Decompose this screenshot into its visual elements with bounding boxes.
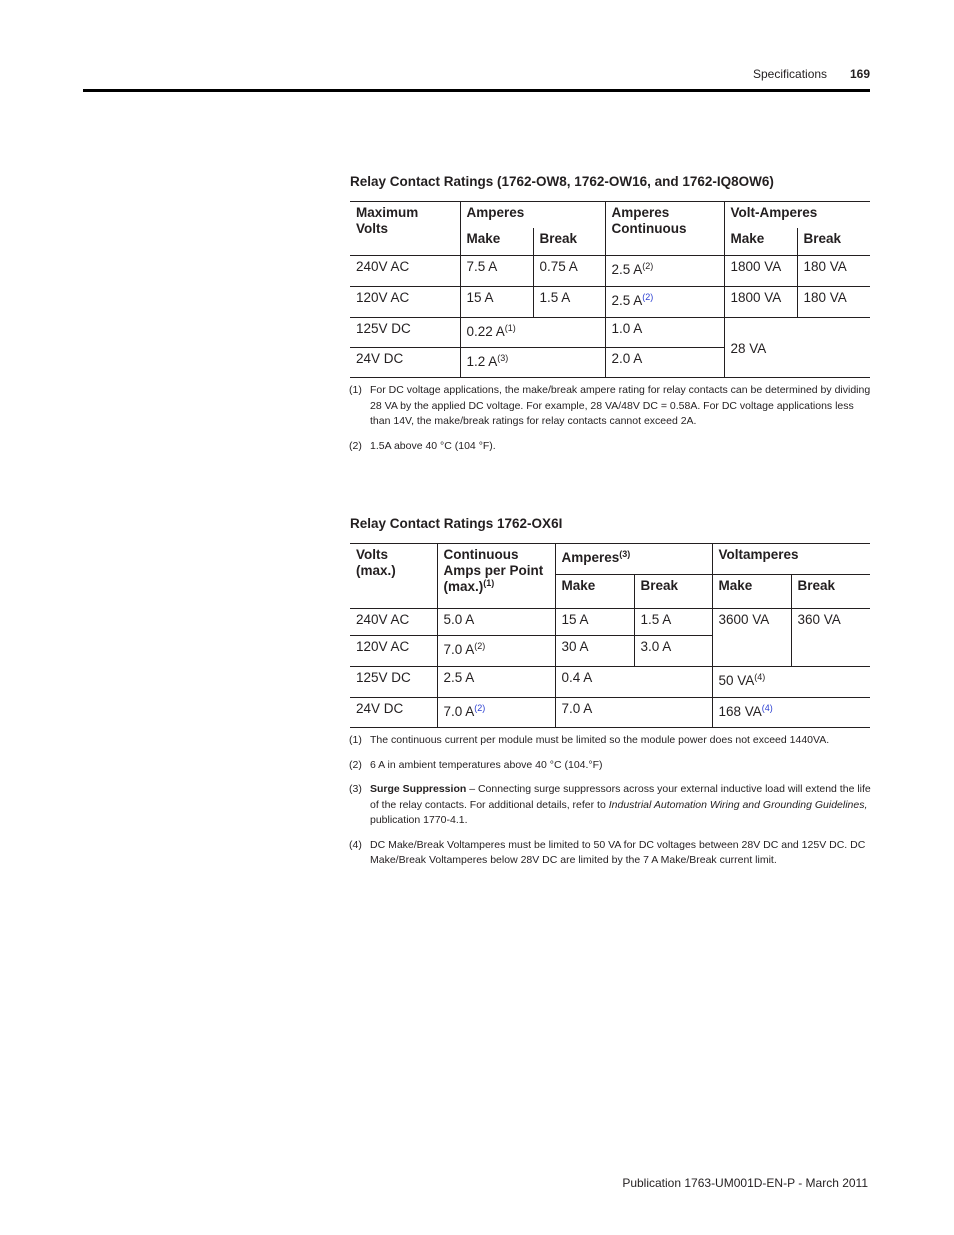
cell-make: 30 A bbox=[555, 636, 634, 667]
col-header-va-make: Make bbox=[724, 228, 797, 256]
cell-break: 0.75 A bbox=[533, 256, 605, 287]
footnote-ref: (1) bbox=[483, 578, 495, 588]
cell-volts: 125V DC bbox=[350, 318, 460, 348]
col-header-max-volts: Maximum Volts bbox=[350, 202, 460, 256]
col-header-make: Make bbox=[555, 575, 634, 609]
cell-voltamperes: 168 VA$^{(4)}$ bbox=[712, 698, 870, 728]
cell-amperes: 1.2 $A^{(3)}$ bbox=[460, 348, 605, 378]
cell-volts: 24V DC bbox=[350, 348, 460, 378]
cell-continuous: 1.0 A bbox=[605, 318, 724, 348]
cell-volts: 120V AC bbox=[350, 287, 460, 318]
footnote-number: (3) bbox=[349, 783, 362, 795]
footnote-ref: (4) bbox=[754, 672, 766, 682]
col-header-break: Break bbox=[533, 228, 605, 256]
cell-amperes: 0.4 A bbox=[555, 667, 712, 698]
cell-continuous: 2.0 A bbox=[605, 348, 724, 378]
footnote-ref: (2) bbox=[642, 261, 654, 271]
cell-va-break: 360 VA bbox=[791, 609, 870, 667]
cell-volts: 120V AC bbox=[350, 636, 437, 667]
col-header-continuous-amps: Continuous Amps per Point $(\max.)^{(1)}$ bbox=[437, 544, 555, 609]
cell-volts: 240V AC bbox=[350, 256, 460, 287]
cell-volts: 240V AC bbox=[350, 609, 437, 636]
cell-make: 15 A bbox=[555, 609, 634, 636]
cell-volts: 24V DC bbox=[350, 698, 437, 728]
table-row bbox=[350, 609, 870, 636]
footnote-text: 6 A in ambient temperatures above 40 °C (104.°F) bbox=[370, 758, 603, 771]
col-header-voltamperes: Voltamperes bbox=[712, 544, 870, 575]
footnote bbox=[349, 758, 871, 774]
col-header-volt-amperes: Volt-Amperes bbox=[724, 202, 870, 228]
cell-va-make: 3600 VA bbox=[712, 609, 791, 667]
footnote-ref: (1) bbox=[504, 323, 516, 333]
table2-footnotes bbox=[349, 733, 871, 878]
col-header-amperes: Amperes bbox=[460, 202, 605, 228]
cell-continuous: 5.0 A bbox=[437, 609, 555, 636]
footnote-text: DC Make/Break Voltamperes must be limited to 50 VA for DC voltages between 28V DC and 125V DC. DC Make/Break Voltamperes below 28V DC are limited by the 7 A Make/Break current limit. bbox=[370, 838, 866, 866]
cell-continuous: 2.5 A bbox=[437, 667, 555, 698]
col-header-break: Break bbox=[634, 575, 712, 609]
running-header-section: Specifications bbox=[753, 67, 828, 81]
footnote-number: (2) bbox=[349, 758, 362, 771]
footnote-ref: (3) bbox=[619, 549, 631, 559]
footnote-link[interactable]: (2) bbox=[474, 703, 486, 713]
cell-va-break: 180 VA bbox=[797, 256, 870, 287]
cell-break: 1.5 A bbox=[634, 609, 712, 636]
cell-make: 15 A bbox=[460, 287, 533, 318]
page-number: 169 bbox=[850, 67, 871, 81]
footnote-number: (2) bbox=[349, 439, 362, 452]
cell-voltamperes: 50 VA$^{(4)}$ bbox=[712, 667, 870, 698]
cell-make: 7.5 A bbox=[460, 256, 533, 287]
table-row bbox=[350, 698, 870, 728]
footnote bbox=[349, 782, 871, 829]
footnote bbox=[349, 733, 871, 749]
col-header-amperes: Amperes$^{(3)}$ bbox=[555, 544, 712, 575]
footnote-number: (1) bbox=[349, 734, 362, 746]
cell-va-make: 1800 VA bbox=[724, 287, 797, 318]
publication-footer: Publication 1763-UM001D-EN-P - March 2011 bbox=[622, 1176, 868, 1190]
footnote-bold-lead: Surge Suppression bbox=[370, 783, 467, 795]
cell-amperes: 0.22 $A^{(1)}$ bbox=[460, 318, 605, 348]
relay-ratings-table-1 bbox=[350, 201, 870, 378]
footnote-number: (1) bbox=[349, 384, 362, 396]
col-header-va-make: Make bbox=[712, 575, 791, 609]
cell-volts: 125V DC bbox=[350, 667, 437, 698]
footnote-text: Surge Suppression – Connecting surge suppressors across your external inductive load will extend the life of the relay contacts. For additional details, refer to Industrial Automation Wiring and Grounding Guidelines, publication 1770-4.1. bbox=[370, 783, 871, 826]
table-row bbox=[350, 287, 870, 318]
cell-va-break: 180 VA bbox=[797, 287, 870, 318]
table1-title: Relay Contact Ratings (1762-OW8, 1762-OW16, and 1762-IQ8OW6) bbox=[350, 174, 774, 189]
cell-continuous: 7.0 A$^{(2)}$ bbox=[437, 698, 555, 728]
cell-va-make: 1800 VA bbox=[724, 256, 797, 287]
cell-continuous: 2.5 $A^{(2)}$ bbox=[605, 256, 724, 287]
footnote-link[interactable]: (2) bbox=[642, 292, 654, 302]
table2-title: Relay Contact Ratings 1762-OX6I bbox=[350, 516, 563, 531]
col-header-amperes-continuous: Amperes Continuous bbox=[605, 202, 724, 256]
footnote-ref: (2) bbox=[474, 641, 486, 651]
footnote-text: 1.5A above 40 °C (104 °F). bbox=[370, 439, 496, 452]
col-header-va-break: Break bbox=[791, 575, 870, 609]
table-row bbox=[350, 667, 870, 698]
footnote bbox=[349, 383, 871, 430]
col-header-make: Make bbox=[460, 228, 533, 256]
cell-break: 1.5 A bbox=[533, 287, 605, 318]
footnote-number: (4) bbox=[349, 838, 362, 851]
cell-continuous: 2.5 A$^{(2)}$ bbox=[605, 287, 724, 318]
footnote-citation: Industrial Automation Wiring and Grounding Guidelines, bbox=[608, 798, 868, 811]
footnote bbox=[349, 439, 871, 455]
relay-ratings-table-2 bbox=[350, 543, 870, 728]
table-row bbox=[350, 256, 870, 287]
table1-footnotes bbox=[349, 383, 871, 463]
footnote-link[interactable]: (4) bbox=[761, 703, 773, 713]
header-divider bbox=[83, 89, 870, 92]
cell-volt-amperes: 28 VA bbox=[724, 318, 870, 378]
col-header-va-break: Break bbox=[797, 228, 870, 256]
footnote-text: The continuous current per module must be limited so the module power does not exceed 1440VA. bbox=[370, 734, 830, 746]
footnote-ref: (3) bbox=[497, 353, 509, 363]
cell-continuous: 7.0 $A^{(2)}$ bbox=[437, 636, 555, 667]
cell-break: 3.0 A bbox=[634, 636, 712, 667]
cell-amperes: 7.0 A bbox=[555, 698, 712, 728]
footnote bbox=[349, 838, 871, 869]
col-header-volts-max: Volts (max.) bbox=[350, 544, 437, 609]
table-row bbox=[350, 318, 870, 348]
footnote-text: For DC voltage applications, the make/break ampere rating for relay contacts can be determined by dividing 28 VA by the applied DC voltage. For example, 28 VA/48V DC = 0.58A. For DC voltage applications less than 14V, the make/break ratings for relay contacts cannot exceed 2A. bbox=[370, 384, 871, 427]
